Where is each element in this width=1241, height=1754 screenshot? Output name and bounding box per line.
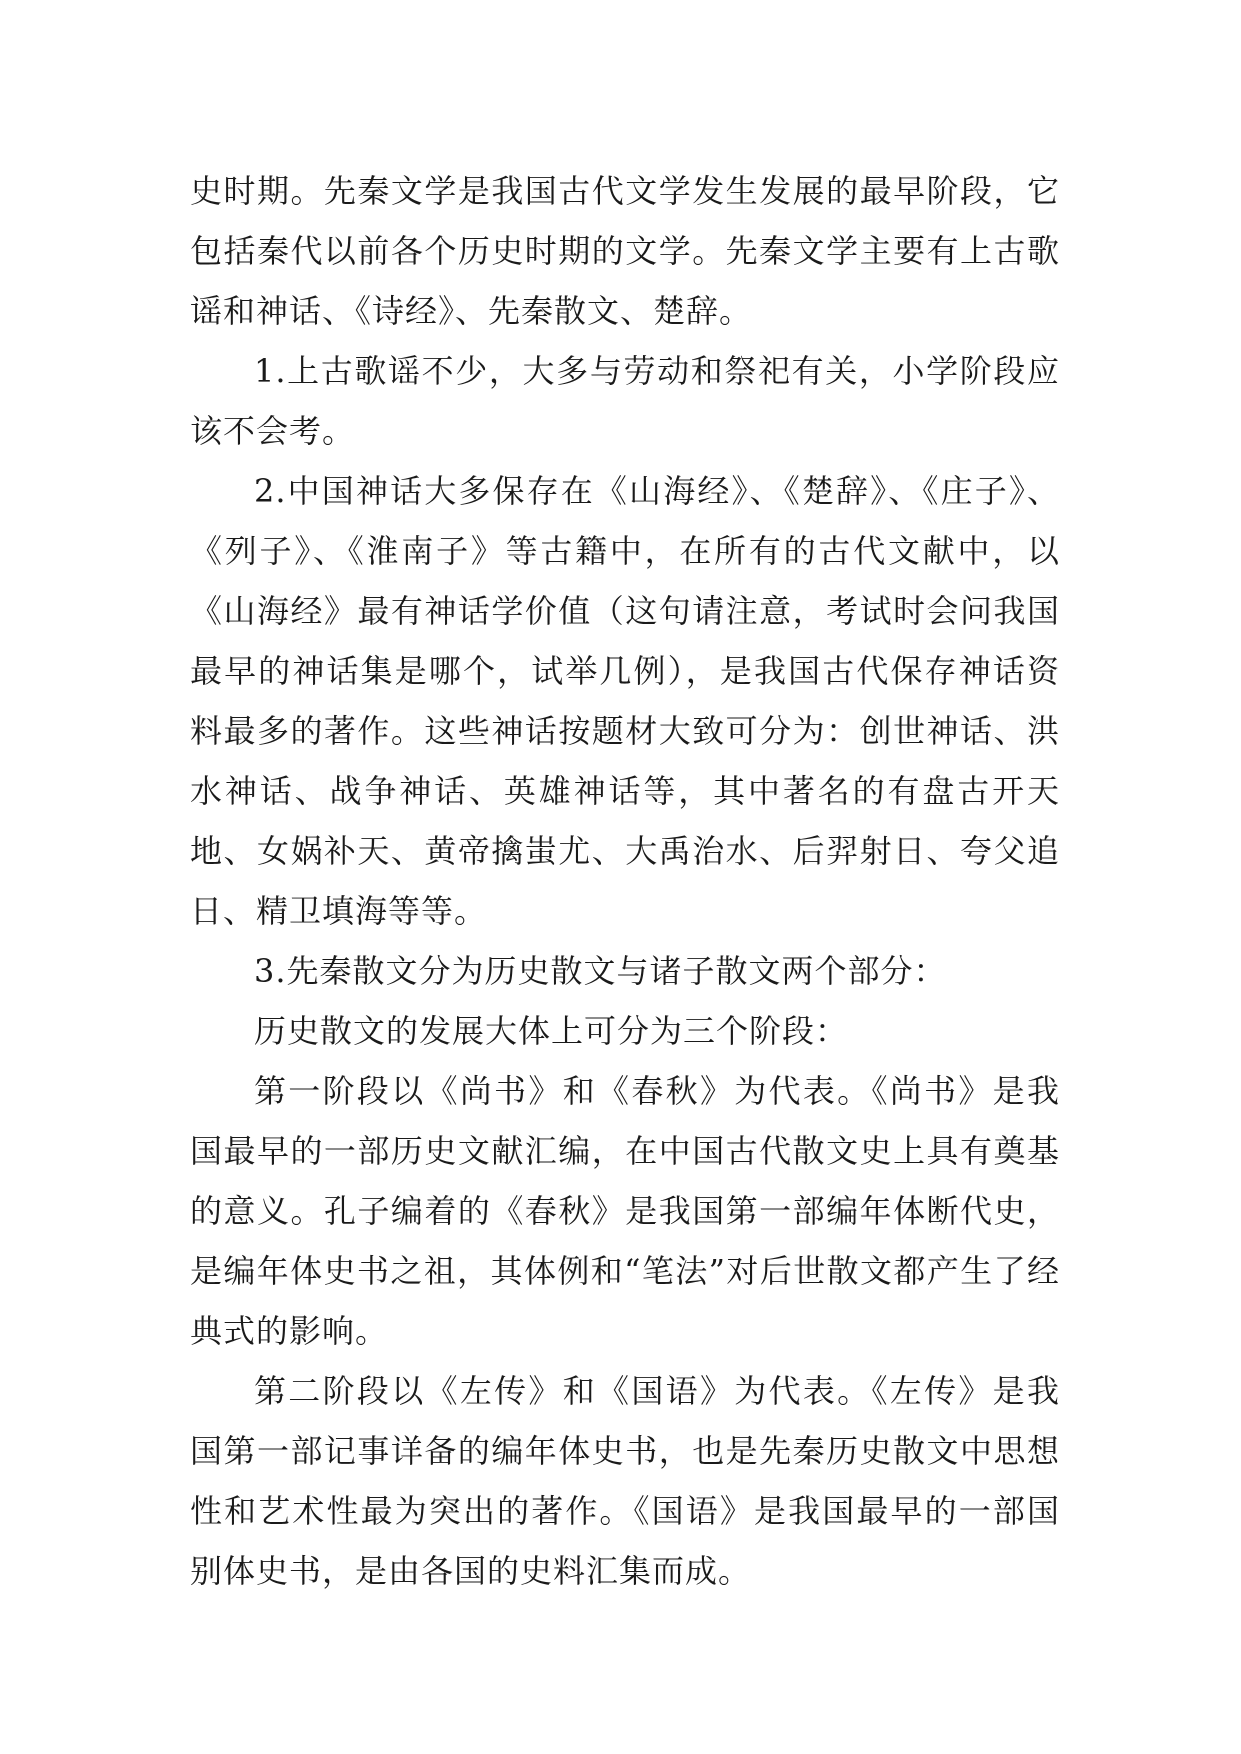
paragraph-5: 历史散文的发展大体上可分为三个阶段： <box>254 1012 849 1050</box>
document-body <box>190 161 1060 1601</box>
paragraph-3: 2.中国神话大多保存在《山海经》、《楚辞》、《庄子》、《列子》、《淮南子》等古籍中，在所有的古代文献中，以《山海经》最有神话学价值（这句请注意，考试时会问我国最早的神话集是哪个，试举几例），是我国古代保存神话资料最多的著作。这些神话按题材大致可分为：创世神话、洪水神话、战争神话、英雄神话等，其中著名的有盘古开天地、女娲补天、黄帝擒蚩尤、大禹治水、后羿射日、夸父追日、精卫填海等等。 <box>190 472 1060 930</box>
paragraph-6: 第一阶段以《尚书》和《春秋》为代表。《尚书》是我国最早的一部历史文献汇编，在中国古代散文史上具有奠基的意义。孔子编着的《春秋》是我国第一部编年体断代史，是编年体史书之祖，其体例和“笔法”对后世散文都产生了经典式的影响。 <box>190 1072 1060 1350</box>
paragraph-4: 3.先秦散文分为历史散文与诸子散文两个部分： <box>254 952 947 990</box>
paragraph-1: 史时期。先秦文学是我国古代文学发生发展的最早阶段，它包括秦代以前各个历史时期的文学。先秦文学主要有上古歌谣和神话、《诗经》、先秦散文、楚辞。 <box>190 172 1060 330</box>
paragraph-7: 第二阶段以《左传》和《国语》为代表。《左传》是我国第一部记事详备的编年体史书，也是先秦历史散文中思想性和艺术性最为突出的著作。《国语》是我国最早的一部国别体史书，是由各国的史料汇集而成。 <box>190 1372 1060 1590</box>
paragraph-2: 1.上古歌谣不少，大多与劳动和祭祀有关，小学阶段应该不会考。 <box>190 352 1060 450</box>
